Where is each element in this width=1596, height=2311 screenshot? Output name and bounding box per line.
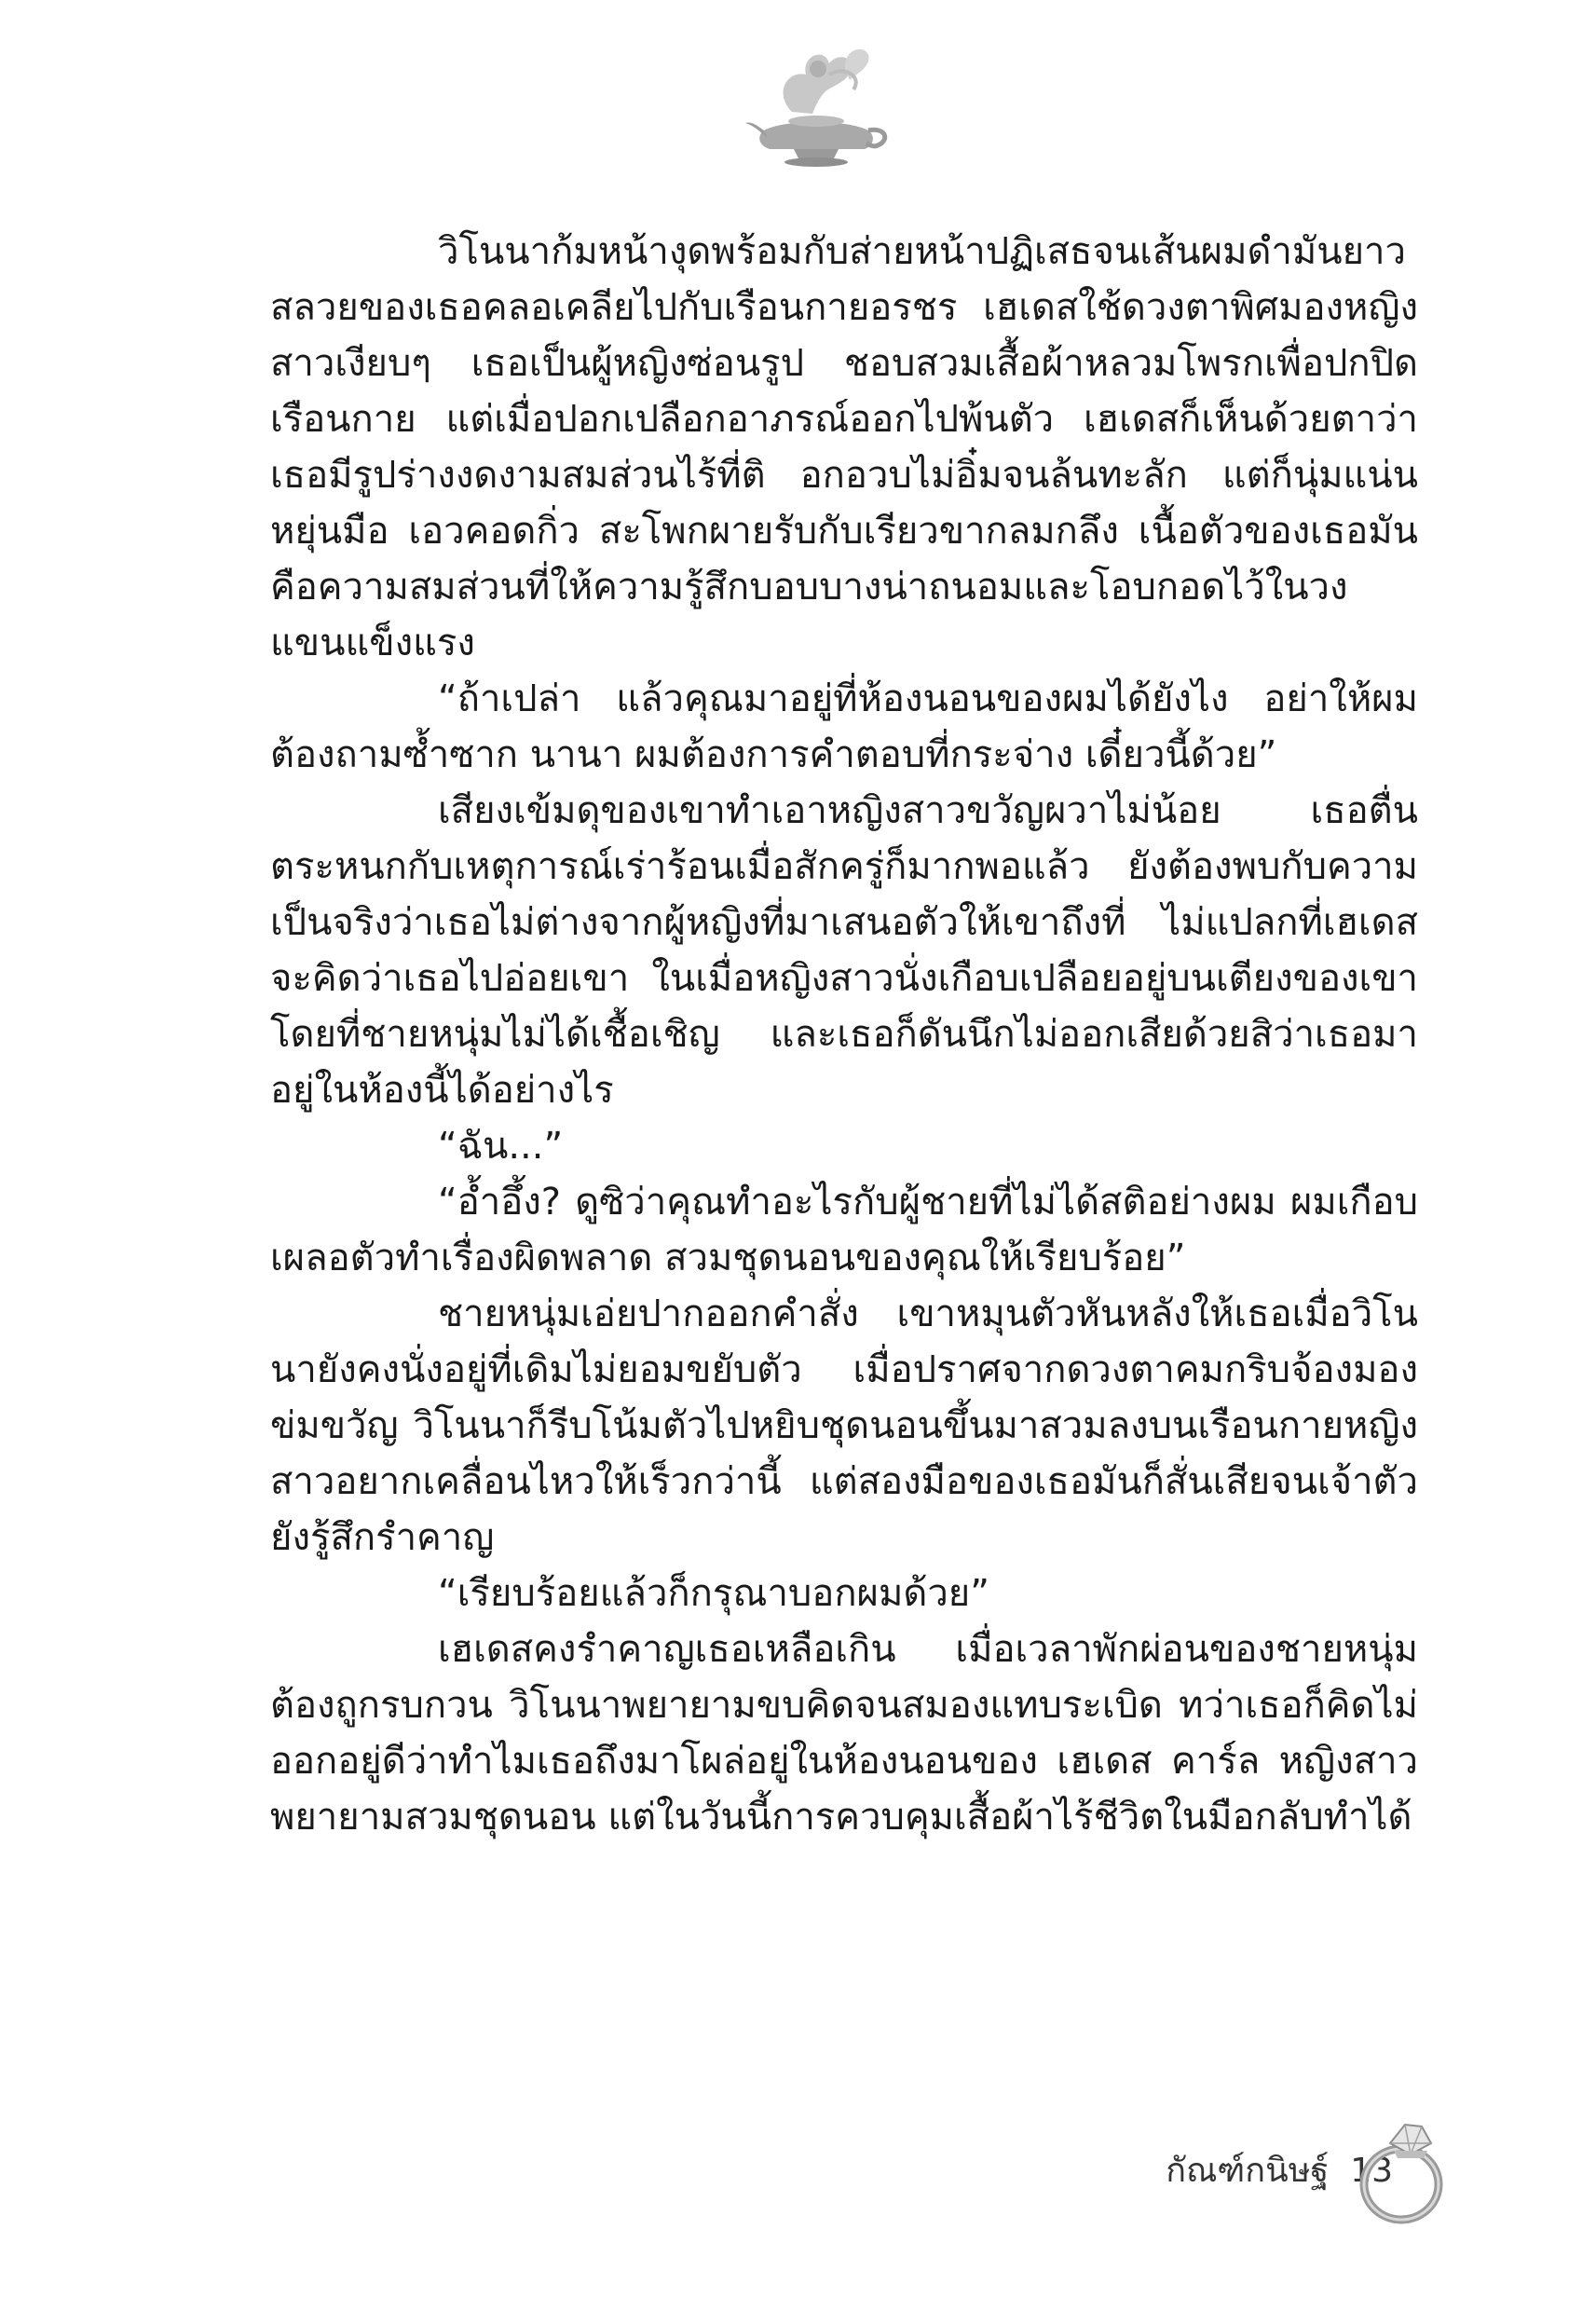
paragraph: เฮเดสคงรำคาญเธอเหลือเกิน เมื่อเวลาพักผ่อนของชายหนุ่มต้องถูกรบกวน วิโนนาพยายามขบคิดจนสมองแทบระเบิด ทว่าเธอก็คิดไม่ออกอยู่ดีว่าทำไมเธอถึงมาโผล่อยู่ในห้องนอนของ เฮเดส คาร์ล หญิงสาวพยายามสวมชุดนอน แต่ในวันนี้การควบคุมเสื้อผ้าไร้ชีวิตในมือกลับทำได้: [270, 1628, 1418, 1839]
paragraph: “ฉัน...”: [438, 1125, 564, 1168]
paragraph: เสียงเข้มดุของเขาทำเอาหญิงสาวขวัญผวาไม่น้อย เธอตื่นตระหนกกับเหตุการณ์เร่าร้อนเมื่อสักครู่ก็มากพอแล้ว ยังต้องพบกับความเป็นจริงว่าเธอไม่ต่างจากผู้หญิงที่มาเสนอตัวให้เขาถึงที่ ไม่แปลกที่เฮเดสจะคิดว่าเธอไปอ่อยเขา ในเมื่อหญิงสาวนั่งเกือบเปลือยอยู่บนเตียงของเขาโดยที่ชายหนุ่มไม่ได้เชื้อเชิญ และเธอก็ดันนึกไม่ออกเสียด้วยสิว่าเธอมาอยู่ในห้องนี้ได้อย่างไร: [270, 789, 1418, 1112]
body-text: [270, 224, 1418, 1845]
genie-lamp-with-fairy-icon: [736, 37, 894, 177]
paragraph: “ถ้าเปล่า แล้วคุณมาอยู่ที่ห้องนอนของผมได้ยังไง อย่าให้ผมต้องถามซ้ำซาก นานา ผมต้องการคำตอบที่กระจ่าง เดี๋ยวนี้ด้วย”: [270, 677, 1418, 776]
page-footer: [1146, 2117, 1575, 2238]
paragraph: วิโนนาก้มหน้างุดพร้อมกับส่ายหน้าปฏิเสธจนเส้นผมดำมันยาวสลวยของเธอคลอเคลียไปกับเรือนกายอรชร เฮเดสใช้ดวงตาพิศมองหญิงสาวเงียบๆ เธอเป็นผู้หญิงซ่อนรูป ชอบสวมเสื้อผ้าหลวมโพรกเพื่อปกปิดเรือนกาย แต่เมื่อปอกเปลือกอาภรณ์ออกไปพ้นตัว เฮเดสก็เห็นด้วยตาว่าเธอมีรูปร่างงดงามสมส่วนไร้ที่ติ อกอวบไม่อิ๋มจนล้นทะลัก แต่ก็นุ่มแน่นหยุ่นมือ เอวคอดกิ่ว สะโพกผายรับกับเรียวขากลมกลึง เนื้อตัวของเธอมันคือความสมส่วนที่ให้ความรู้สึกบอบบางน่าถนอมและโอบกอดไว้ในวงแขนแข็งแรง: [270, 230, 1418, 664]
paragraph: “เรียบร้อยแล้วก็กรุณาบอกผมด้วย”: [438, 1572, 989, 1615]
paragraph: ชายหนุ่มเอ่ยปากออกคำสั่ง เขาหมุนตัวหันหลังให้เธอเมื่อวิโนนายังคงนั่งอยู่ที่เดิมไม่ยอมขยับตัว เมื่อปราศจากดวงตาคมกริบจ้องมองข่มขวัญ วิโนนาก็รีบโน้มตัวไปหยิบชุดนอนขึ้นมาสวมลงบนเรือนกายหญิงสาวอยากเคลื่อนไหวให้เร็วกว่านี้ แต่สองมือของเธอมันก็สั่นเสียจนเจ้าตัวยังรู้สึกรำคาญ: [270, 1292, 1418, 1559]
paragraph: “อ้ำอึ้ง? ดูซิว่าคุณทำอะไรกับผู้ชายที่ไม่ได้สติอย่างผม ผมเกือบเผลอตัวทำเรื่องผิดพลาด สวมชุดนอนของคุณให้เรียบร้อย”: [270, 1181, 1418, 1279]
page-number: 13: [1350, 2152, 1393, 2190]
author-name: กัณฑ์กนิษฐ์: [1166, 2152, 1330, 2190]
diamond-ring-icon: [1353, 2117, 1455, 2229]
